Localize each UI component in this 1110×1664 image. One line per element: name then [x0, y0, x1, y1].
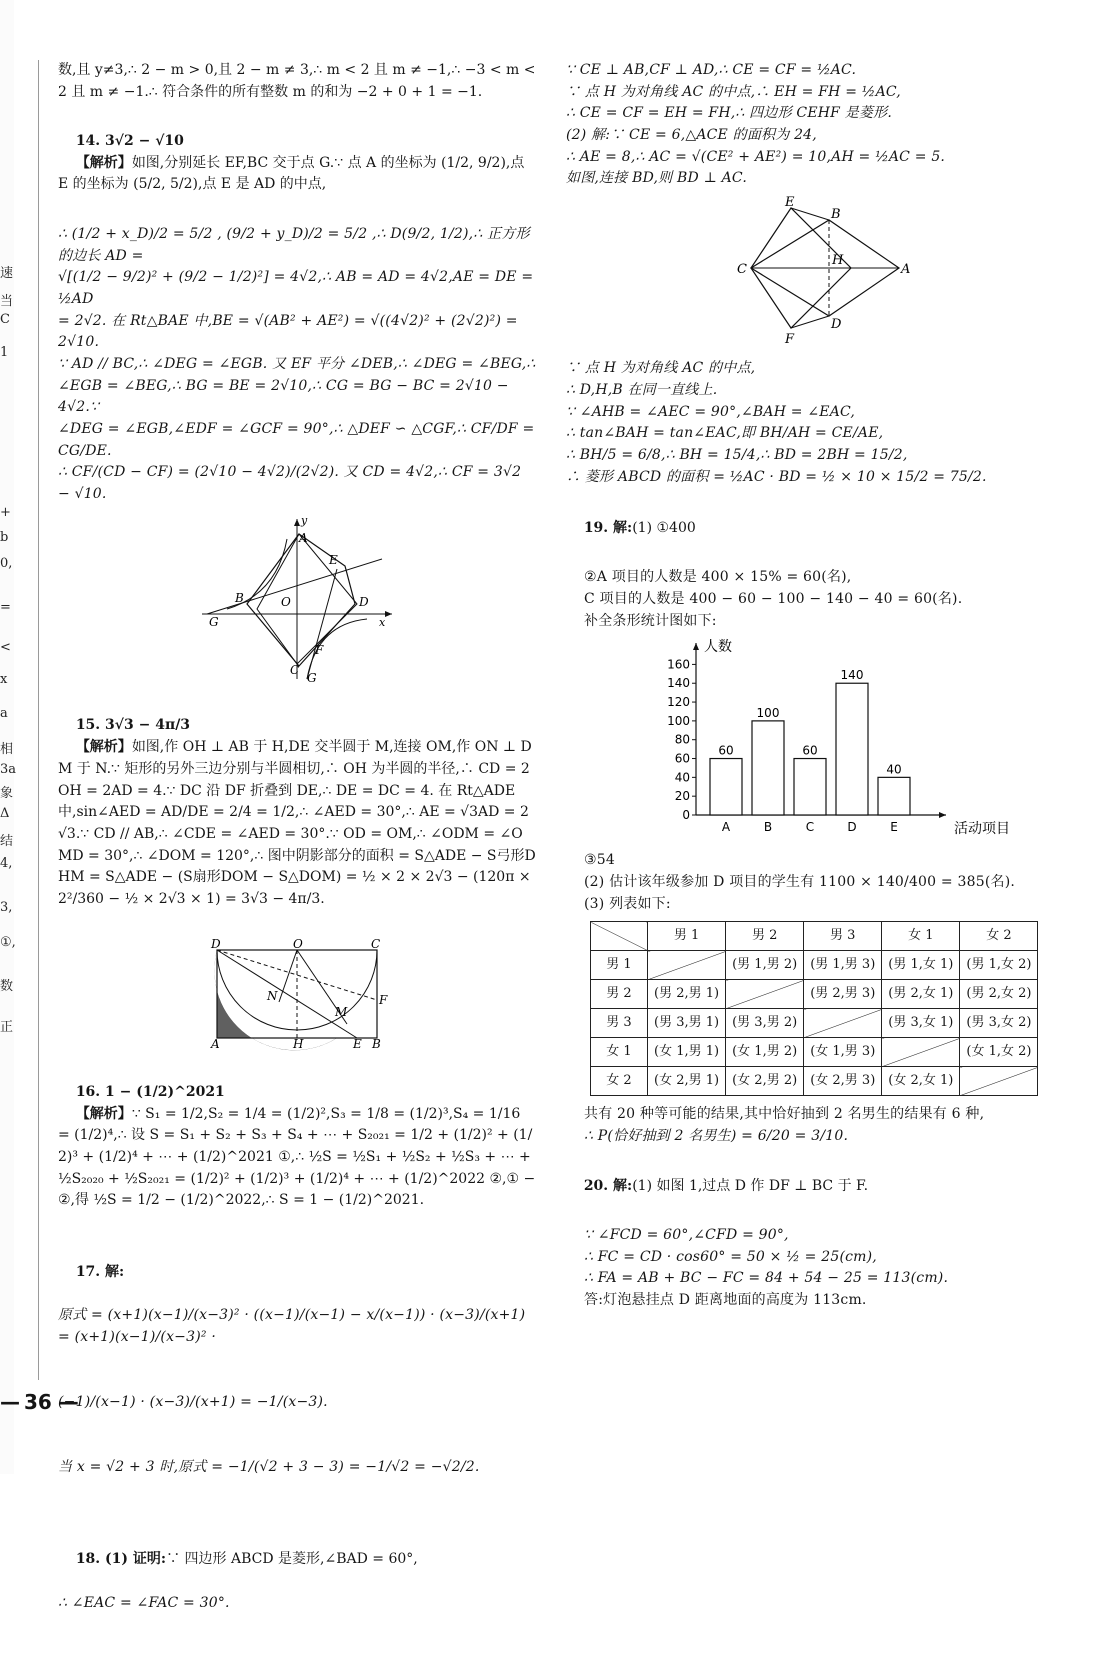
label-E: E	[329, 552, 338, 567]
q14-math-3: = 2√2. 在 Rt△BAE 中,BE = √(AB² + AE²) = √((4√2)² + (2√2)²) = 2√10.	[58, 312, 518, 351]
y-tick-label: 80	[674, 733, 690, 748]
label-y: y	[301, 513, 308, 527]
table-cell: (男 2,女 2)	[960, 980, 1038, 1009]
edge-fragment: 数	[0, 979, 14, 994]
label-B: B	[235, 590, 244, 605]
q17-math-1: 原式 = (x+1)(x−1)/(x−3)² · ((x−1)/(x−1) − x/(x−1)) · (x−3)/(x+1) = (x+1)(x−1)/(x−3)² ·	[58, 1306, 530, 1345]
q18-figure	[721, 195, 911, 348]
edge-fragment: 3a	[0, 762, 17, 777]
y-tick-label: 100	[667, 714, 690, 729]
table-row	[591, 980, 1038, 1009]
q19-line-3: C 项目的人数是 400 − 60 − 100 − 140 − 40 = 60(名).	[584, 591, 963, 607]
label-D: D	[831, 317, 842, 333]
q18-r2: ∵ 点 H 为对角线 AC 的中点,∴ EH = FH = ½AC,	[566, 83, 901, 100]
q14-math-7: ∴ CF/(CD − CF) = (2√10 − 4√2)/(2√2). 又 CD = 4√2,∴ CF = 3√2 − √10.	[58, 464, 522, 503]
label-O: O	[281, 594, 291, 609]
q17-head: 17. 解:	[75, 1263, 125, 1280]
q20-line-2: ∵ ∠FCD = 60°,∠CFD = 90°,	[584, 1226, 789, 1243]
q19-line-2: ②A 项目的人数是 400 × 15% = 60(名),	[584, 569, 852, 586]
q14-math-5: ∠EGB = ∠BEG,∴ BG = BE = 2√10,∴ CG = BG − BC = 2√10 − 4√2.∵	[58, 377, 509, 416]
q16-solution	[58, 1060, 540, 1234]
q18-r6: 如图,连接 BD,则 BD ⊥ AC.	[566, 170, 747, 187]
bar-value-label: 60	[802, 743, 818, 758]
table-cell: (男 1,男 2)	[726, 951, 804, 980]
bar-chart	[646, 639, 1010, 840]
bar-E	[878, 778, 910, 816]
q14-math-6: ∠DEG = ∠EGB,∠EDF = ∠GCF = 90°,∴ △DEF ∽ △CGF,∴ CF/DF = CG/DE.	[58, 421, 535, 459]
edge-fragment: 当	[0, 294, 14, 309]
page-edge	[0, 0, 17, 1474]
q14-math-2: √[(1/2 − 9/2)² + (9/2 − 1/2)²] = 4√2,∴ AB = AD = 4√2,AE = DE = ½AD	[58, 269, 534, 307]
q14-answer: 14. 3√2 − √10	[75, 133, 184, 150]
label-A: A	[901, 262, 911, 278]
label-H: H	[293, 1037, 304, 1052]
q17-math-3: 当 x = √2 + 3 时,原式 = −1/(√2 + 3 − 3) = −1/√2 = −√2/2.	[58, 1458, 480, 1475]
q20-line-4: ∴ FA = AB + BC − FC = 84 + 54 − 25 = 113(cm).	[584, 1270, 949, 1287]
table-cell: (女 2,男 2)	[726, 1067, 804, 1096]
bar-A	[710, 759, 742, 815]
q14-body: 如图,分别延长 EF,BC 交于点 G.∵ 点 A 的坐标为 (1/2, 9/2),点 E 的坐标为 (5/2, 5/2),点 E 是 AD 的中点,	[58, 154, 529, 193]
table-header-cell: 女 2	[960, 922, 1038, 951]
label-D: D	[359, 594, 369, 609]
q18-r9: ∵ ∠AHB = ∠AEC = 90°,∠BAH = ∠EAC,	[566, 403, 856, 420]
y-tick-label: 0	[682, 808, 690, 823]
y-tick-label: 120	[667, 695, 690, 710]
q18-solution	[58, 1528, 536, 1658]
q18-r11: ∴ BH/5 = 6/8,∴ BH = 15/4,∴ BD = 2BH = 15/2,	[566, 446, 908, 463]
table-cell: (女 1,男 2)	[726, 1038, 804, 1067]
q19-line-5: ③54	[584, 852, 615, 869]
q18-r5: ∴ AE = 8,∴ AC = √(CE² + AE²) = 10,AH = ½AC = 5.	[566, 148, 946, 165]
q16-body: ∵ S₁ = 1/2,S₂ = 1/4 = (1/2)²,S₃ = 1/8 = (1/2)³,S₄ = 1/16 = (1/2)⁴,∴ 设 S = S₁ + S₂ + S₃ + S₄ + ⋯ + S₂₀₂₁ = 1/2 + (1/2)² + (1/2)³ + (1/2)⁴ + ⋯ + (1/2)^2021 ①,∴ ½S = ½S₁ + ½S₂ + ½S₃ + ⋯ + ½S₂₀₂₀ + ½S₂₀₂₁ = (1/2)² + (1/2)³ + (1/2)⁴ + ⋯ + (1/2)^2022 ②,① − ②,得 ½S = 1/2 − (1/2)^2022,∴ S = 1 − (1/2)^2021.	[58, 1105, 540, 1209]
edge-fragment: 1	[0, 345, 9, 360]
bar-value-label: 40	[886, 762, 902, 777]
q20-line-1: (1) 如图 1,过点 D 作 DF ⊥ BC 于 F.	[632, 1177, 869, 1194]
q14-analysis-tag: 【解析】	[75, 154, 132, 171]
y-tick-label: 140	[667, 676, 690, 691]
edge-fragment: 4,	[0, 856, 13, 871]
q18-math-2: ∴ ∠EAC = ∠FAC = 30°.	[58, 1594, 230, 1611]
table-row-header: 女 2	[591, 1067, 648, 1096]
label-C: C	[371, 937, 381, 952]
bar-B	[752, 721, 784, 815]
q18-r8: ∴ D,H,B 在同一直线上.	[566, 381, 718, 398]
edge-fragment: x	[0, 672, 8, 687]
edge-fragment: 正	[0, 1020, 14, 1035]
q18-r10: ∴ tan∠BAH = tan∠EAC,即 BH/AH = CE/AE,	[566, 425, 884, 442]
label-O: O	[293, 937, 303, 952]
table-cell: (男 1,男 3)	[804, 951, 882, 980]
q18-r4: (2) 解:∵ CE = 6,△ACE 的面积为 24,	[566, 127, 817, 144]
table-row	[591, 1009, 1038, 1038]
table-cell	[960, 1067, 1038, 1096]
table-corner-cell	[591, 922, 648, 951]
edge-fragment: 0,	[0, 556, 13, 571]
label-F: F	[785, 332, 795, 348]
table-row-header: 男 2	[591, 980, 648, 1009]
q18-head: 18. (1) 证明:	[75, 1551, 167, 1568]
q15-answer: 15. 3√3 − 4π/3	[75, 717, 191, 734]
table-row	[591, 1038, 1038, 1067]
label-A: A	[211, 1037, 220, 1052]
x-tick-label: A	[721, 820, 731, 835]
edge-fragment: 速	[0, 266, 14, 281]
table-row-header: 女 1	[591, 1038, 648, 1067]
table-cell: (女 1,男 1)	[648, 1038, 726, 1067]
label-B: B	[372, 1037, 381, 1052]
table-cell: (男 1,女 2)	[960, 951, 1038, 980]
edge-fragment: 结	[0, 834, 14, 849]
q15-analysis-tag: 【解析】	[75, 739, 132, 756]
label-D: D	[211, 937, 221, 952]
left-column	[58, 60, 540, 1664]
edge-fragment: 象	[0, 786, 14, 801]
y-axis-label: 人数	[704, 639, 732, 656]
label-M: M	[335, 1005, 348, 1020]
table-cell: (女 1,女 2)	[960, 1038, 1038, 1067]
label-C: C	[737, 262, 747, 278]
table-cell: (女 1,男 3)	[804, 1038, 882, 1067]
q16-analysis-tag: 【解析】	[75, 1105, 132, 1122]
q18-math-1: ∵ 四边形 ABCD 是菱形,∠BAD = 60°,	[166, 1551, 418, 1568]
q17-math-2: (−1)/(x−1) · (x−3)/(x+1) = −1/(x−3).	[58, 1393, 328, 1410]
table-header-row	[591, 922, 1038, 951]
table-header-cell: 男 3	[804, 922, 882, 951]
page-number: — 36 —	[0, 1390, 79, 1414]
edge-fragment: +	[0, 505, 11, 520]
y-tick-label: 20	[674, 789, 690, 804]
edge-fragment: Δ	[0, 806, 10, 821]
label-B: B	[831, 207, 841, 223]
table-cell: (男 2,女 1)	[882, 980, 960, 1009]
x-axis-label: 活动项目	[954, 821, 1010, 838]
table-cell: (男 2,男 1)	[648, 980, 726, 1009]
edge-fragment: 3,	[0, 900, 13, 915]
q18-r12: ∴ 菱形 ABCD 的面积 = ½AC · BD = ½ × 10 × 15/2 = 75/2.	[566, 468, 987, 485]
q20-solution	[566, 1154, 1066, 1219]
x-tick-label: C	[805, 820, 815, 835]
table-cell: (女 2,男 3)	[804, 1067, 882, 1096]
table-cell: (男 1,女 1)	[882, 951, 960, 980]
edge-fragment: ①,	[0, 935, 16, 950]
q17-solution	[58, 1240, 536, 1522]
table-cell	[804, 1009, 882, 1038]
label-x: x	[379, 615, 386, 629]
table-cell: (女 2,女 1)	[882, 1067, 960, 1096]
label-C: C	[290, 662, 300, 677]
label-N: N	[267, 989, 278, 1004]
right-column	[566, 60, 1066, 1312]
y-axis-arrow	[693, 643, 699, 650]
y-tick-label: 40	[674, 770, 690, 785]
q16-answer: 16. 1 − (1/2)^2021	[75, 1084, 225, 1100]
x-tick-label: B	[763, 820, 773, 835]
edge-fragment: b	[0, 530, 9, 545]
q18-r3: ∴ CE = CF = EH = FH,∴ 四边形 CEHF 是菱形.	[566, 105, 892, 122]
q19-head: 19. 解:	[583, 519, 633, 536]
edge-fragment: 相	[0, 742, 14, 757]
q18-r7: ∵ 点 H 为对角线 AC 的中点,	[566, 360, 756, 377]
label-H: H	[832, 253, 844, 269]
table-cell	[882, 1038, 960, 1067]
table-cell: (男 3,男 1)	[648, 1009, 726, 1038]
table-cell: (男 3,女 1)	[882, 1009, 960, 1038]
label-G-left: G	[209, 614, 219, 629]
q15-figure	[207, 937, 388, 1052]
edge-fragment: <	[0, 640, 11, 655]
table-row	[591, 951, 1038, 980]
q19-line-9: ∴ P(恰好抽到 2 名男生) = 6/20 = 3/10.	[584, 1128, 849, 1145]
x-axis-arrow	[939, 812, 946, 818]
bar-D	[836, 684, 868, 816]
table-cell	[648, 951, 726, 980]
q19-line-6: (2) 估计该年级参加 D 项目的学生有 1100 × 140/400 = 385(名).	[584, 874, 1016, 891]
q18-r1: ∵ CE ⊥ AB,CF ⊥ AD,∴ CE = CF = ½AC.	[566, 62, 857, 78]
label-G-bottom: G	[307, 670, 317, 685]
q14-solution	[58, 109, 536, 217]
edge-fragment: a	[0, 706, 8, 721]
bar-value-label: 140	[840, 668, 864, 683]
label-E: E	[785, 195, 795, 211]
edge-fragment: C	[0, 312, 10, 327]
bar-value-label: 60	[718, 743, 734, 758]
edge-fragment: =	[0, 600, 11, 615]
q20-head: 20. 解:	[583, 1177, 633, 1194]
table-cell: (男 2,男 3)	[804, 980, 882, 1009]
bar-value-label: 100	[756, 706, 780, 721]
q19-line-8: 共有 20 种等可能的结果,其中恰好抽到 2 名男生的结果有 6 种,	[584, 1106, 985, 1123]
column-divider	[38, 60, 39, 1380]
table-header-cell: 男 2	[726, 922, 804, 951]
q19-line-7: (3) 列表如下:	[584, 895, 671, 912]
table-header-cell: 男 1	[648, 922, 726, 951]
table-cell: (女 2,男 1)	[648, 1067, 726, 1096]
table-row	[591, 1067, 1038, 1096]
y-tick-label: 60	[674, 751, 690, 766]
x-tick-label: E	[890, 820, 898, 835]
q19-line-1: (1) ①400	[632, 519, 696, 536]
q14-math-4: ∵ AD // BC,∴ ∠DEG = ∠EGB. 又 EF 平分 ∠DEB,∴ ∠DEG = ∠BEG,∴	[58, 355, 536, 372]
table-cell	[726, 980, 804, 1009]
table-header-cell: 女 1	[882, 922, 960, 951]
bar-C	[794, 759, 826, 815]
table-cell: (男 3,女 2)	[960, 1009, 1038, 1038]
q15-solution	[58, 694, 536, 933]
q15-body: 如图,作 OH ⊥ AB 于 H,DE 交半圆于 M,连接 OM,作 ON ⊥ DM 于 N.∵ 矩形的另外三边分别与半圆相切,∴ OH 为半圆的半径,∴ CD = 2OH = 2AD = 4.∵ DC 沿 DF 折叠到 DE,∴ DE = DC = 4. 在 Rt△ADE 中,sin∠AED = AD/DE = 2/4 = 1/2,∴ ∠AED = 30°,∴ AE = √3AD = 2√3.∵ CD // AB,∴ ∠CDE = ∠AED = 30°.∵ OD = OM,∴ ∠ODM = ∠OMD = 30°,∴ ∠DOM = 120°,∴ 图中阴影部分的面积 = S△ADE − S弓形DHM = S△ADE − (S扇形DOM − S△DOM) = ½ × 2 × 2√3 − (120π × 2²/360 − ½ × 2√3 × 1) = 3√3 − 4π/3.	[58, 739, 536, 907]
table-row-header: 男 3	[591, 1009, 648, 1038]
label-E: E	[353, 1037, 362, 1052]
q13-continuation: 数,且 y≠3,∴ 2 − m > 0,且 2 − m ≠ 3,∴ m < 2 且 m ≠ −1,∴ −3 < m < 2 且 m ≠ −1.∴ 符合条件的所有整数 m 的和为 −2 + 0 + 1 = −1.	[58, 62, 540, 100]
label-F: F	[315, 642, 324, 657]
label-F: F	[379, 993, 388, 1008]
q20-line-5: 答:灯泡悬挂点 D 距离地面的高度为 113cm.	[584, 1291, 867, 1308]
q14-figure	[197, 514, 397, 684]
x-tick-label: D	[847, 820, 857, 835]
label-A: A	[299, 530, 308, 545]
q19-solution	[566, 496, 1066, 561]
q20-line-3: ∴ FC = CD · cos60° = 50 × ½ = 25(cm),	[584, 1248, 877, 1265]
table-row-header: 男 1	[591, 951, 648, 980]
table-cell: (男 3,男 2)	[726, 1009, 804, 1038]
y-tick-label: 160	[667, 657, 690, 672]
q19-line-4: 补全条形统计图如下:	[584, 612, 717, 629]
q14-math-1: ∴ (1/2 + x_D)/2 = 5/2 , (9/2 + y_D)/2 = 5/2 ,∴ D(9/2, 1/2),∴ 正方形的边长 AD =	[58, 225, 530, 264]
outcome-table	[590, 921, 1038, 1096]
